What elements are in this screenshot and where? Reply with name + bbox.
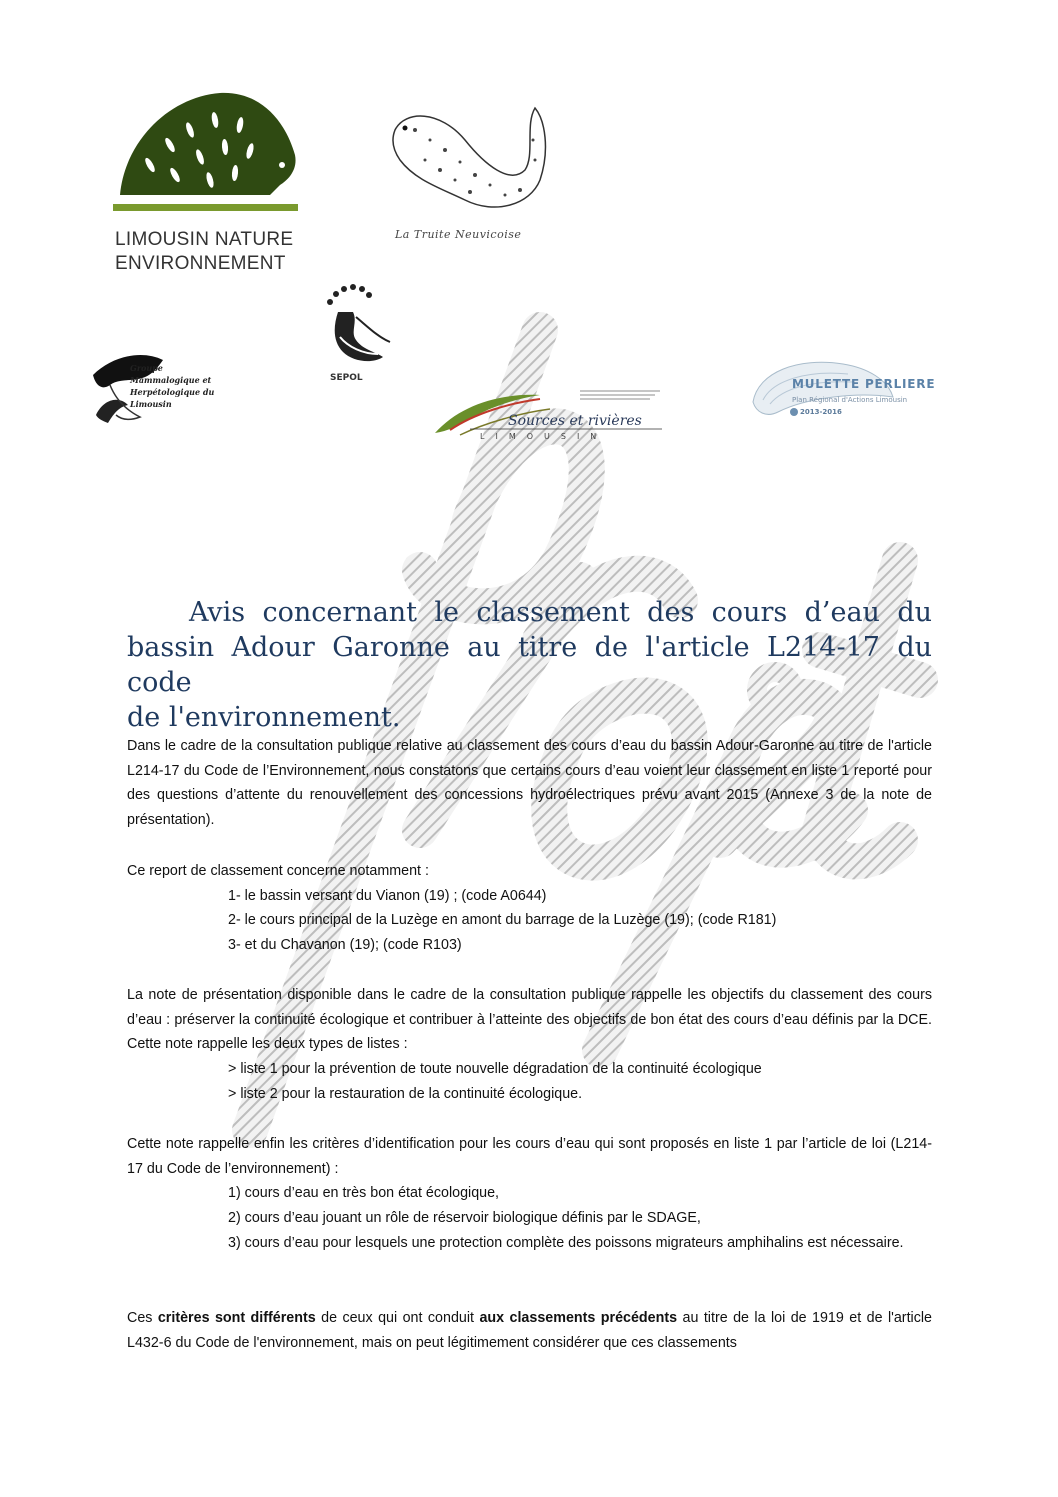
- paragraph-5: [127, 1306, 932, 1355]
- p5-text-e: au titre de la loi de 1919 et de l'article L432-6 du Code de l'environnement, mais on peut légitimement considérer que ces classements: [127, 1310, 932, 1351]
- list-item: 2) cours d’eau jouant un rôle de réservoir biologique définis par le SDAGE,: [228, 1210, 701, 1226]
- list-item-3: 3) cours d’eau pour lesquels une protection complète des poissons migrateurs amphihalins est nécessaire.: [228, 1235, 904, 1251]
- p5-text-c: de ceux qui ont conduit: [315, 1310, 480, 1326]
- list-item: > liste 2 pour la restauration de la continuité écologique.: [228, 1086, 583, 1102]
- gmhl-logo-text: [130, 362, 250, 410]
- document-heading: [127, 595, 932, 735]
- mulette-title: MULETTE PERLIERE: [792, 377, 936, 391]
- sepol-caption: SEPOL: [330, 373, 363, 383]
- list-item: 2- le cours principal de la Luzège en amont du barrage de la Luzège (19); (code R181): [228, 912, 777, 928]
- mulette-years: 2013-2016: [800, 408, 842, 416]
- lne-line1: LIMOUSIN NATURE: [115, 229, 294, 250]
- list-item: 3- et du Chavanon (19); (code R103): [228, 937, 462, 953]
- sources-title: Sources et rivières: [508, 413, 642, 429]
- p5-bold-classements: aux classements précédents: [479, 1310, 678, 1326]
- paragraph-1: Dans le cadre de la consultation publique relative au classement des cours d’eau du bassin Adour-Garonne au titre de l'article L214-17 du Code de l’Environnement, nous constatons que certains cours d’eau voient leur classement en liste 1 reporté pour des questions d’attente du renouvellement des concessions hydroélectriques prévu avant 2015 (Annexe 3 de la note de présentation).: [127, 738, 932, 828]
- list-item: 1- le bassin versant du Vianon (19) ; (code A0644): [228, 888, 547, 904]
- lne-green-bar: [113, 204, 298, 211]
- trout-logo: [385, 100, 550, 225]
- paragraph-3: La note de présentation disponible dans le cadre de la consultation publique rappelle les objectifs du classement des cours d’eau : préserver la continuité écologique et contribuer à l’atteinte des objectifs de bon état des cours d’eau définis par la DCE. Cette note rappelle les deux types de listes :: [127, 987, 932, 1053]
- hoopoe-logo: [318, 282, 398, 374]
- p5-text-a: Ces: [127, 1310, 158, 1326]
- lne-line2: ENVIRONNEMENT: [115, 253, 286, 274]
- lne-logo-text: [115, 228, 315, 276]
- truite-caption: La Truite Neuvicoise: [395, 228, 522, 241]
- list-item: > liste 1 pour la prévention de toute nouvelle dégradation de la continuité écologique: [228, 1061, 762, 1077]
- paragraph-2-intro: Ce report de classement concerne notamment :: [127, 863, 429, 879]
- heading-line1: Avis concernant le classement des cours d’eau du: [189, 597, 932, 628]
- mulette-subtitle: Plan Régional d'Actions Limousin: [792, 396, 908, 404]
- list-item: 1) cours d’eau en très bon état écologique,: [228, 1185, 500, 1201]
- gmhl-line1: Groupe: [130, 363, 163, 373]
- p5-bold-criteria: critères sont différents: [157, 1310, 316, 1326]
- heading-line3: de l'environnement.: [127, 702, 401, 733]
- sources-subtitle: LIMOUSIN: [480, 432, 608, 441]
- heading-line2: bassin Adour Garonne au titre de l'article L214-17 du code: [127, 632, 932, 698]
- hedgehog-logo: [110, 85, 305, 203]
- gmhl-line3: Herpétologique du: [130, 387, 215, 397]
- paragraph-4: Cette note rappelle enfin les critères d’identification pour les cours d’eau qui sont proposés en liste 1 par l’article de loi (L214-17 du Code de l’environnement) :: [127, 1136, 932, 1177]
- gmhl-line2: Mammalogique et: [130, 375, 212, 385]
- gmhl-line4: Limousin: [130, 399, 172, 409]
